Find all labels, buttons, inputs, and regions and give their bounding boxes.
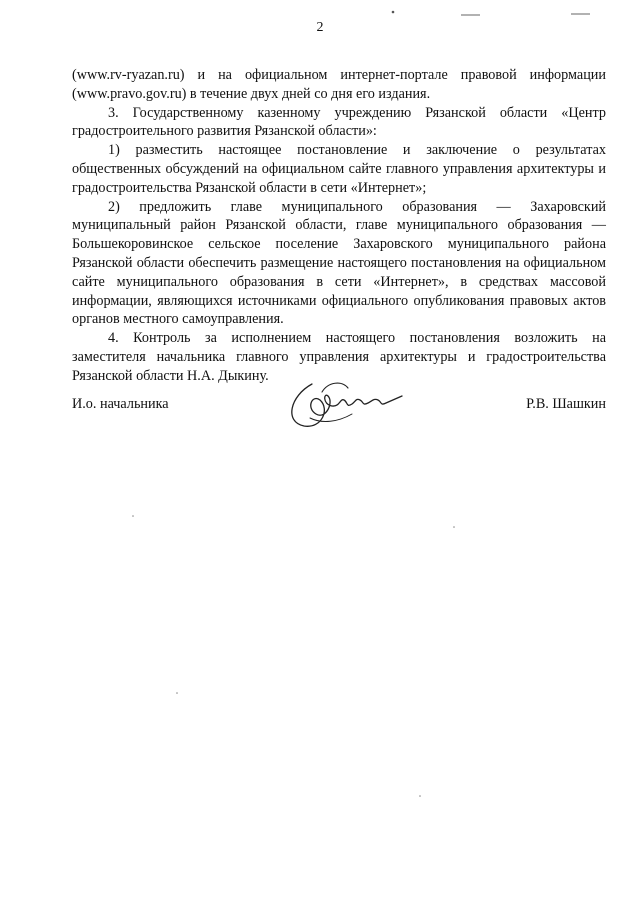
page-number: 2 <box>316 20 324 35</box>
paragraph-item-3: 3. Государственному казенному учреждению Рязанской области «Центр градостроительного развития Рязанской области»: <box>72 104 606 140</box>
paragraph-subitem-1: 1) разместить настоящее постановление и заключение о результатах общественных обсуждений на официальном сайте главного управления архитектуры и градостроительства Рязанской области в сети «Интернет»; <box>72 142 606 196</box>
paragraph-subitem-2: 2) предложить главе муниципального образования — Захаровский муниципальный район Рязанской области, главе муниципального образования — Большекоровинское сельское поселение Захаровского муниципального района Рязанской области обеспечить размещение настоящего постановления на официальном сайте муниципального образования в сети «Интернет», в средствах массовой информации, являющихся источниками официального опубликования правовых актов органов местного самоуправления. <box>72 198 606 328</box>
signatory-name: Р.В. Шашкин <box>526 396 606 412</box>
signature-block <box>72 396 606 418</box>
paragraph-continuation: (www.rv-ryazan.ru) и на официальном интернет-портале правовой информации (www.pravo.gov.ru) в течение двух дней со дня его издания. <box>72 67 606 102</box>
document-body <box>72 66 606 386</box>
signatory-position: И.о. начальника <box>72 396 169 412</box>
scan-header-marks <box>0 6 640 16</box>
paragraph-item-4: 4. Контроль за исполнением настоящего постановления возложить на заместителя начальника главного управления архитектуры и градостроительства Рязанской области Н.А. Дыкину. <box>72 330 606 384</box>
scan-artifacts <box>0 9 640 19</box>
